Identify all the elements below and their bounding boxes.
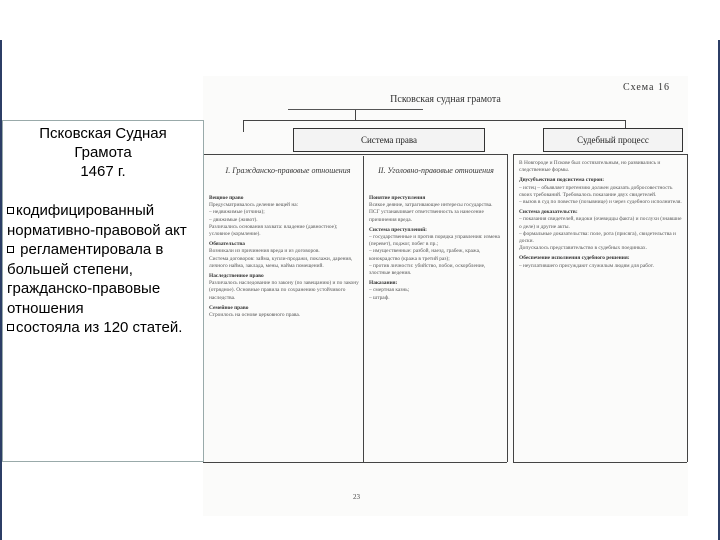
section-heading: Семейное право — [209, 304, 249, 311]
section-line: В Новгороде и Пскове был состязательным, но развивались и следственные формы. — [519, 160, 661, 174]
summary-item-text: регламентировала в большей степени, гражданско-правовые отношения — [7, 241, 164, 317]
connector — [243, 120, 625, 121]
page-number: 23 — [353, 493, 360, 501]
summary-item-text: состояла из 120 статей. — [16, 319, 183, 336]
summary-title-line: 1467 г. — [80, 163, 126, 180]
section-line: Возникали из причинения вреда и из договоров. — [209, 248, 320, 255]
court-process-column — [519, 160, 683, 460]
section-heading: Обязательства — [209, 241, 245, 248]
section-heading: Наследственное право — [209, 273, 264, 280]
connector — [355, 110, 356, 120]
section-line: – истец – объявляет претензию должен доказать добросовестность своих требований. Требовалось показание двух свидетелей. — [519, 184, 673, 198]
section-line: – недвижимые (отчина); — [209, 209, 265, 216]
section-heading: Система доказательств: — [519, 209, 578, 216]
section-line: – против личности: убийство, побои, оскорбление, злостные ведения. — [369, 262, 486, 277]
section-heading: Наказания: — [369, 280, 398, 287]
section-line: Допускалось представительство в судебных поединках. — [519, 245, 647, 252]
section-heading: Вещное право — [209, 195, 244, 201]
section-line: Строилось на основе церковного права. — [209, 312, 301, 319]
section-line: Различались основания захвата: владение (давностное); условное (кормление). — [209, 223, 338, 238]
frame-line — [203, 462, 507, 463]
summary-title-line: Грамота — [74, 144, 132, 161]
summary-item — [7, 318, 201, 338]
section-line: – штраф. — [369, 294, 390, 301]
section-line: – смертная казнь; — [369, 287, 410, 294]
checkbox-bullet-icon — [7, 324, 14, 331]
checkbox-bullet-icon — [7, 207, 14, 214]
section-line: – государственные и против порядка управления: измена (перевет), поджог, побег в пр.; — [369, 234, 500, 248]
summary-title-line: Псковская Судная — [39, 125, 167, 142]
frame-line — [203, 154, 507, 155]
schema-label: Схема 16 — [622, 82, 670, 93]
frame-line — [513, 462, 687, 463]
frame-line — [363, 156, 364, 462]
system-of-law-header: Система права — [293, 128, 485, 152]
section-line: – движимые (живот). — [209, 216, 258, 223]
civil-law-column — [209, 192, 359, 460]
scanned-schema-page — [203, 76, 688, 516]
section-heading: Двусубъектная подсистема сторон: — [519, 177, 605, 184]
civil-relations-heading: I. Гражданско-правовые отношения — [225, 166, 351, 175]
section-heading: Понятие преступления — [369, 195, 426, 201]
checkbox-bullet-icon — [7, 246, 14, 253]
criminal-relations-heading: II. Уголовно-правовые отношения — [378, 166, 494, 175]
section-line: Предусматривалось деление вещей на: — [209, 202, 299, 209]
section-line: Всякое деяние, затрагивающее интересы государства. ПСГ устанавливает ответственность за нанесение причинения вреда. — [369, 202, 493, 223]
frame-line — [507, 154, 508, 462]
connector — [243, 120, 244, 132]
summary-item-text: кодифицированный нормативно-правовой акт — [7, 202, 187, 239]
frame-line — [687, 154, 688, 462]
frame-line — [513, 154, 514, 462]
section-line: – неуплатившего присуждают служилым людям для работ. — [519, 262, 654, 269]
section-line: Различалось наследование по закону (по завещанию) и по закону (отрядное). Основные правила по сохранению устойчивого наследства. — [209, 280, 359, 301]
frame-line — [513, 154, 687, 155]
section-line: – формальные доказательства: поле, рота (присяга), свидетельства и доски. — [519, 230, 676, 245]
section-line: – имущественные: разбой, наезд, грабеж, кража, конокрадство (кража в третий раз); — [369, 248, 481, 262]
schema-title: Псковская судная грамота — [390, 94, 501, 105]
summary-item — [7, 201, 201, 240]
summary-title — [3, 124, 203, 181]
summary-list — [7, 201, 201, 338]
section-heading: Система преступлений: — [369, 226, 427, 233]
criminal-law-column — [369, 192, 503, 460]
section-line: – вызов в суд по повестке (позывнице) и через судебного исполнителя. — [519, 199, 682, 206]
court-process-header: Судебный процесс — [543, 128, 683, 152]
section-heading: Обеспечение исполнения судебного решения: — [519, 255, 630, 262]
section-line: Система договоров: займа, купли-продажи, поклажи, дарения, личного найма, заклада, мены, найма помещений. — [209, 255, 353, 269]
summary-item — [7, 240, 201, 318]
summary-text-box — [2, 120, 204, 462]
section-line: – показания свидетелей, видоки (очевидцы факта) и послухи (знавшие о деле) и другие акты. — [519, 216, 682, 230]
